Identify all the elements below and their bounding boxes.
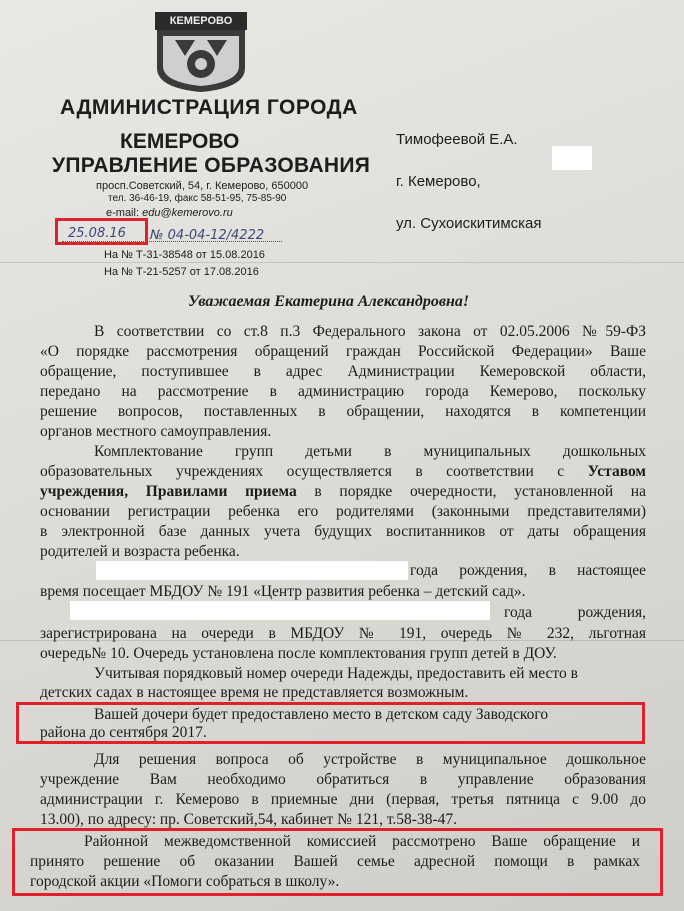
redaction	[552, 146, 592, 170]
body-line: основании регистрации ребенка его родителями (законными представителями)	[40, 503, 646, 520]
email-label: e-mail:	[106, 207, 140, 219]
body-line: года рождения,	[504, 604, 646, 621]
body-line: года рождения, в настоящее	[410, 562, 646, 579]
reference-number-2: На № Т-21-5257 от 17.08.2016	[104, 266, 259, 278]
redaction	[70, 601, 490, 620]
body-line: В соответствии со ст.8 п.3 Федерального закона от 02.05.2006 №59-ФЗ	[94, 323, 646, 340]
body-line: принято решение об оказании Вашей семье адресной помощи в рамках	[30, 853, 640, 870]
body-line: органов местного самоуправления.	[40, 423, 272, 440]
city-banner: КЕМЕРОВО	[155, 12, 247, 30]
addressee-city: г. Кемерово,	[396, 173, 481, 190]
org-address: просп.Советский, 54, г. Кемерово, 650000	[96, 180, 309, 192]
body-line: 13.00), по адресу: пр. Советский,54, кабинет № 121, т.58-38-47.	[40, 811, 457, 828]
bold-text: учреждения, Правилами приема	[40, 483, 297, 500]
body-line: Районной межведомственной комиссией рассмотрено Ваше обращение и	[84, 833, 640, 850]
redaction	[96, 561, 408, 580]
handwritten-outgoing-number: № 04-04-12/4222	[150, 228, 265, 243]
date-highlight-box	[55, 218, 148, 245]
body-line: Комплектование групп детьми в муниципальных дошкольных	[94, 443, 646, 460]
addressee-block	[396, 108, 542, 255]
body-line: родителей и возраста ребенка.	[40, 543, 240, 560]
body-line: зарегистрирована на очереди в МБДОУ № 191, очередь № 232, льготная	[40, 625, 646, 642]
body-line: обращение, поступившее в адрес Администрации Кемеровской области,	[40, 363, 646, 380]
body-line	[40, 462, 646, 481]
body-line: администрации г. Кемерово в приемные дни (первая, третья пятница с 9.00 до	[40, 791, 646, 808]
reference-number-1: На № Т-31-38548 от 15.08.2016	[104, 249, 265, 261]
handwritten-date: 25.08.16	[68, 226, 126, 241]
text-span: образовательных учреждениях осуществляется в соответствии с	[40, 463, 588, 480]
body-line: решение вопросов, поставленных в обращении, находятся в компетенции	[40, 403, 646, 420]
body-line: Для решения вопроса об устройстве в муниципальное дошкольное	[94, 751, 646, 768]
text-span: в порядке очередности, установленной на	[296, 483, 646, 500]
org-title-line2: КЕМЕРОВО	[120, 130, 240, 153]
paper-fold	[0, 262, 684, 263]
body-line	[40, 482, 646, 501]
body-line: городской акции «Помоги собраться в школу».	[30, 873, 340, 890]
body-line: учреждение Вам необходимо обратиться в управление образования	[40, 771, 646, 788]
city-coat-of-arms-icon	[155, 30, 247, 92]
body-line: очередь№ 10. Очередь установлена после комплектования групп детей в ДОУ.	[40, 645, 557, 662]
body-line: детских садах в настоящее время не представляется возможным.	[40, 684, 469, 701]
org-phones: тел. 36-46-19, факс 58-51-95, 75-85-90	[108, 193, 287, 204]
org-title-line3: УПРАВЛЕНИЕ ОБРАЗОВАНИЯ	[52, 154, 371, 177]
body-line: района до сентября 2017.	[40, 724, 207, 741]
bold-text: Уставом	[587, 463, 646, 480]
body-line: время посещает МБДОУ № 191 «Центр развития ребенка – детский сад».	[40, 583, 526, 600]
email-address: edu@kemerovo.ru	[142, 207, 233, 219]
body-line: Вашей дочери будет предоставлено место в детском саду Заводского	[94, 706, 549, 723]
addressee-name: Тимофеевой Е.А.	[396, 131, 518, 148]
body-line: Учитывая порядковый номер очереди Надежды, предоставить ей место в	[94, 665, 578, 682]
salutation: Уважаемая Екатерина Александровна!	[188, 293, 470, 310]
body-line: «О порядке рассмотрения обращений граждан Российской Федерации» Ваше	[40, 343, 646, 360]
org-title-line1: АДМИНИСТРАЦИЯ ГОРОДА	[60, 96, 358, 119]
addressee-street: ул. Сухоискитимская	[396, 215, 542, 232]
body-line: в электронной базе данных учета будущих воспитанников от даты обращения	[40, 523, 646, 540]
body-line: передано на рассмотрение в администрацию города Кемерово, поскольку	[40, 383, 646, 400]
